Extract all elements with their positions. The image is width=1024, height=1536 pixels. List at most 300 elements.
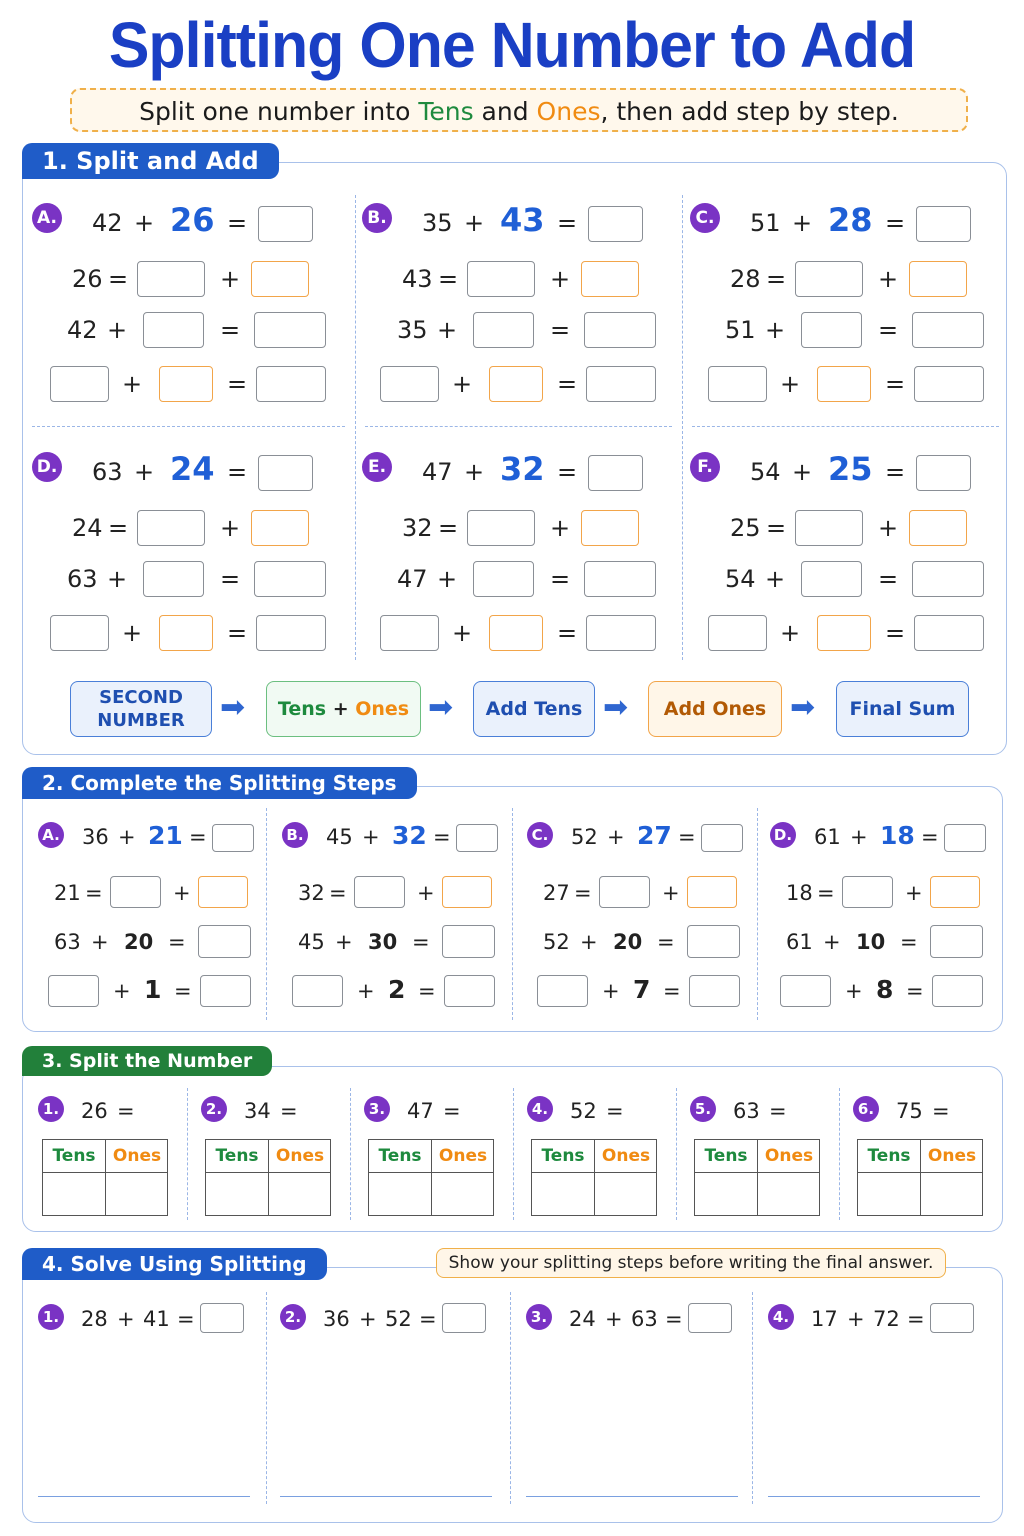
instructions-ones: Ones	[536, 97, 601, 126]
addend-first: 35	[397, 316, 428, 344]
problem-letter-badge: C.	[690, 203, 720, 233]
addend-second: 21	[148, 821, 183, 850]
ones-box[interactable]	[251, 510, 309, 546]
partial-sum-box[interactable]	[48, 975, 99, 1007]
tens-box[interactable]	[354, 876, 405, 908]
addend-first: 54	[750, 458, 781, 486]
tens-value: 20	[124, 930, 154, 954]
plus-sign: +	[118, 825, 136, 849]
tens-cell[interactable]	[369, 1173, 431, 1215]
partial-sum-box[interactable]	[930, 925, 983, 958]
tens-header: Tens	[52, 1146, 96, 1166]
final-answer-box[interactable]	[586, 366, 656, 402]
addend-first: 51	[725, 316, 756, 344]
plus-sign: +	[878, 514, 899, 542]
tens-header: Tens	[215, 1146, 259, 1166]
flow-add-word: Add Ones	[663, 697, 767, 720]
equals-sign: =	[557, 370, 578, 398]
plus-sign: +	[134, 209, 155, 237]
problem-letter-badge: E.	[362, 452, 392, 482]
section4-divider-2	[510, 1292, 511, 1504]
equals-sign: =	[878, 316, 899, 344]
section1-divider-h2	[365, 426, 672, 427]
plus-sign: +	[605, 1307, 623, 1331]
equals-sign: =	[574, 881, 592, 905]
problem-letter-badge: B.	[282, 822, 308, 848]
addend-first: 63	[67, 565, 98, 593]
ones-box[interactable]	[817, 615, 871, 651]
tens-cell[interactable]	[43, 1173, 105, 1215]
partial-sum-box[interactable]	[584, 312, 656, 348]
partial-sum-box[interactable]	[708, 366, 767, 402]
addend-second: 28	[828, 201, 873, 239]
tens-box[interactable]	[137, 510, 205, 546]
addend-second: 63	[631, 1307, 658, 1331]
plus-sign: +	[452, 370, 473, 398]
partial-sum-box[interactable]	[50, 366, 109, 402]
section2-label: 2. Complete the Splitting Steps	[22, 767, 417, 799]
addend-second: 41	[143, 1307, 170, 1331]
addend-second: 32	[500, 450, 545, 488]
equals-sign: =	[227, 458, 248, 486]
plus-sign: +	[905, 881, 923, 905]
ones-cell[interactable]	[106, 1173, 167, 1215]
final-answer-box[interactable]	[914, 366, 984, 402]
answer-line	[526, 1496, 738, 1497]
answer-box[interactable]	[930, 1303, 974, 1333]
answer-box[interactable]	[701, 824, 743, 852]
addend-first: 52	[571, 825, 598, 849]
section1-divider-h3	[692, 426, 999, 427]
answer-line	[768, 1496, 980, 1497]
split-number: 24	[72, 514, 103, 542]
equals-sign: =	[557, 619, 578, 647]
plus-sign: +	[357, 979, 375, 1003]
flow-arrow-1: ➡	[220, 690, 246, 725]
addend-second: 72	[873, 1307, 900, 1331]
ones-box[interactable]	[581, 510, 639, 546]
equals-sign: =	[885, 458, 906, 486]
equals-sign: =	[878, 565, 899, 593]
partial-sum-box[interactable]	[254, 312, 326, 348]
ones-box[interactable]	[489, 615, 543, 651]
addend-first: 61	[814, 825, 841, 849]
ones-cell[interactable]	[921, 1173, 982, 1215]
ones-cell[interactable]	[758, 1173, 819, 1215]
flow-arrow-2: ➡	[428, 690, 454, 725]
ones-box[interactable]	[442, 876, 492, 908]
tens-box[interactable]	[795, 261, 863, 297]
equals-sign: =	[433, 825, 451, 849]
ones-header: Ones	[927, 1146, 977, 1166]
tens-box[interactable]	[801, 312, 862, 348]
item-number-badge: 4.	[527, 1096, 553, 1122]
answer-box[interactable]	[916, 206, 971, 242]
ones-box[interactable]	[909, 261, 967, 297]
tens-box[interactable]	[137, 261, 205, 297]
final-answer-box[interactable]	[689, 975, 740, 1007]
addend-second: 32	[392, 821, 427, 850]
ones-cell[interactable]	[432, 1173, 493, 1215]
plus-sign: +	[780, 619, 801, 647]
tens-box[interactable]	[143, 561, 204, 597]
item-number-badge: 6.	[853, 1096, 879, 1122]
equals-sign: =	[932, 1099, 950, 1123]
plus-sign: +	[173, 881, 191, 905]
number-to-split: 52	[570, 1099, 597, 1123]
plus-sign: +	[580, 930, 598, 954]
equals-sign: =	[174, 979, 192, 1003]
final-answer-box[interactable]	[586, 615, 656, 651]
plus-sign: +	[437, 316, 458, 344]
plus-sign: +	[220, 265, 241, 293]
partial-sum-box[interactable]	[380, 615, 439, 651]
ones-box[interactable]	[909, 510, 967, 546]
plus-sign: +	[335, 930, 353, 954]
final-answer-box[interactable]	[914, 615, 984, 651]
split-number: 26	[72, 265, 103, 293]
flow-arrow-3: ➡	[603, 690, 629, 725]
plus-sign: +	[550, 265, 571, 293]
answer-box[interactable]	[258, 206, 313, 242]
tens-ones-table	[205, 1139, 331, 1216]
final-answer-box[interactable]	[256, 366, 326, 402]
plus-sign: +	[464, 209, 485, 237]
partial-sum-box[interactable]	[292, 975, 343, 1007]
answer-box[interactable]	[456, 824, 498, 852]
flow-add-ones-label	[664, 698, 766, 721]
equals-sign: =	[177, 1307, 195, 1331]
tens-cell[interactable]	[858, 1173, 920, 1215]
plus-sign: +	[662, 881, 680, 905]
tens-ones-table	[857, 1139, 983, 1216]
ones-box[interactable]	[489, 366, 543, 402]
equals-sign: =	[885, 370, 906, 398]
tens-ones-table	[368, 1139, 494, 1216]
work-area[interactable]	[280, 1345, 492, 1493]
addend-first: 17	[811, 1307, 838, 1331]
answer-box[interactable]	[588, 206, 643, 242]
equals-sign: =	[329, 881, 347, 905]
section4-tip: Show your splitting steps before writing the final answer.	[436, 1248, 946, 1278]
addend-first: 51	[750, 209, 781, 237]
tens-header: Tens	[867, 1146, 911, 1166]
partial-sum-box[interactable]	[708, 615, 767, 651]
ones-header: Ones	[275, 1146, 325, 1166]
plus-sign: +	[765, 316, 786, 344]
plus-sign: +	[878, 265, 899, 293]
plus-sign: +	[792, 458, 813, 486]
plus-sign: +	[792, 209, 813, 237]
instructions-text-2: , then add step by step.	[600, 97, 899, 126]
flow-ones-label: Ones	[355, 697, 410, 720]
split-number: 43	[402, 265, 433, 293]
section2-divider-2	[512, 808, 513, 1020]
equals-sign: =	[921, 825, 939, 849]
final-answer-box[interactable]	[932, 975, 983, 1007]
addend-first: 35	[422, 209, 453, 237]
flow-tens-label: Tens	[277, 697, 327, 720]
partial-sum-box[interactable]	[780, 975, 831, 1007]
item-number-badge: 1.	[38, 1304, 64, 1330]
addend-first: 47	[422, 458, 453, 486]
tens-value: 30	[368, 930, 398, 954]
number-to-split: 63	[733, 1099, 760, 1123]
split-number: 27	[543, 881, 570, 905]
instructions-banner	[70, 88, 968, 132]
equals-sign: =	[766, 514, 787, 542]
ones-value: 1	[144, 975, 162, 1004]
equals-sign: =	[907, 1307, 925, 1331]
equals-sign: =	[769, 1099, 787, 1123]
plus-sign: +	[464, 458, 485, 486]
section3-divider	[839, 1088, 840, 1220]
plus-sign: +	[134, 458, 155, 486]
tens-cell[interactable]	[532, 1173, 594, 1215]
answer-box[interactable]	[442, 1303, 486, 1333]
equals-sign: =	[678, 825, 696, 849]
section1-divider-v1	[355, 195, 356, 660]
final-answer-box[interactable]	[444, 975, 495, 1007]
equals-sign: =	[189, 825, 207, 849]
answer-box[interactable]	[212, 824, 254, 852]
tens-box[interactable]	[842, 876, 893, 908]
equals-sign: =	[550, 316, 571, 344]
addend-first: 63	[92, 458, 123, 486]
number-to-split: 75	[896, 1099, 923, 1123]
tens-box[interactable]	[110, 876, 161, 908]
tens-header: Tens	[378, 1146, 422, 1166]
ones-value: 8	[876, 975, 894, 1004]
section1-divider-v2	[682, 195, 683, 660]
tens-header: Tens	[541, 1146, 585, 1166]
ones-value: 7	[633, 975, 651, 1004]
section2-divider-1	[266, 808, 267, 1020]
plus-sign: +	[550, 514, 571, 542]
number-to-split: 47	[407, 1099, 434, 1123]
partial-sum-box[interactable]	[584, 561, 656, 597]
problem-letter-badge: A.	[32, 203, 62, 233]
tens-cell[interactable]	[206, 1173, 268, 1215]
section2-divider-3	[757, 808, 758, 1020]
instructions-and: and	[473, 97, 537, 126]
equals-sign: =	[168, 930, 186, 954]
tens-ones-table	[694, 1139, 820, 1216]
tens-box[interactable]	[143, 312, 204, 348]
addend-first: 36	[82, 825, 109, 849]
problem-letter-badge: B.	[362, 203, 392, 233]
equals-sign: =	[108, 514, 129, 542]
tens-box[interactable]	[467, 510, 535, 546]
ones-box[interactable]	[159, 615, 213, 651]
plus-sign: +	[122, 370, 143, 398]
flow-tens-ones	[266, 681, 421, 737]
equals-sign: =	[885, 619, 906, 647]
number-to-split: 26	[81, 1099, 108, 1123]
addend-second: 18	[880, 821, 915, 850]
plus-sign: +	[607, 825, 625, 849]
section3-divider	[187, 1088, 188, 1220]
partial-sum-box[interactable]	[198, 925, 251, 958]
plus-sign: +	[117, 1307, 135, 1331]
ones-box[interactable]	[930, 876, 980, 908]
plus-sign: +	[437, 565, 458, 593]
ones-box[interactable]	[687, 876, 737, 908]
section4-divider-3	[752, 1292, 753, 1504]
ones-cell[interactable]	[269, 1173, 330, 1215]
equals-sign: =	[663, 979, 681, 1003]
addend-second: 24	[170, 450, 215, 488]
section3-divider	[350, 1088, 351, 1220]
section4-divider-1	[266, 1292, 267, 1504]
ones-box[interactable]	[159, 366, 213, 402]
plus-sign: +	[452, 619, 473, 647]
partial-sum-box[interactable]	[442, 925, 495, 958]
addend-second: 52	[385, 1307, 412, 1331]
ones-header: Ones	[438, 1146, 488, 1166]
addend-second: 43	[500, 201, 545, 239]
equals-sign: =	[280, 1099, 298, 1123]
flow-second-number-label: SECOND NUMBER	[97, 687, 185, 731]
partial-sum-box[interactable]	[687, 925, 740, 958]
page-title: Splitting One Number to Add	[108, 9, 916, 81]
tens-cell[interactable]	[695, 1173, 757, 1215]
flow-plus: +	[332, 697, 349, 720]
plus-sign: +	[91, 930, 109, 954]
partial-sum-box[interactable]	[50, 615, 109, 651]
plus-sign: +	[107, 565, 128, 593]
equals-sign: =	[108, 265, 129, 293]
flow-add-ones	[648, 681, 782, 737]
ones-box[interactable]	[581, 261, 639, 297]
ones-cell[interactable]	[595, 1173, 656, 1215]
plus-sign: +	[823, 930, 841, 954]
addend-second: 25	[828, 450, 873, 488]
partial-sum-box[interactable]	[537, 975, 588, 1007]
flow-arrow-4: ➡	[790, 690, 816, 725]
work-area[interactable]	[38, 1345, 250, 1493]
split-number: 25	[730, 514, 761, 542]
work-area[interactable]	[768, 1345, 980, 1493]
instructions-tens: Tens	[418, 97, 474, 126]
equals-sign: =	[220, 565, 241, 593]
answer-box[interactable]	[944, 824, 986, 852]
item-number-badge: 3.	[526, 1304, 552, 1330]
equals-sign: =	[906, 979, 924, 1003]
item-number-badge: 5.	[690, 1096, 716, 1122]
split-number: 18	[786, 881, 813, 905]
plus-sign: +	[359, 1307, 377, 1331]
addend-first: 28	[81, 1307, 108, 1331]
plus-sign: +	[417, 881, 435, 905]
answer-line	[280, 1496, 492, 1497]
partial-sum-box[interactable]	[254, 561, 326, 597]
final-answer-box[interactable]	[256, 615, 326, 651]
partial-sum-box[interactable]	[912, 561, 984, 597]
tens-box[interactable]	[473, 561, 534, 597]
addend-second: 26	[170, 201, 215, 239]
split-number: 32	[402, 514, 433, 542]
final-answer-box[interactable]	[200, 975, 251, 1007]
section3-divider	[513, 1088, 514, 1220]
ones-header: Ones	[764, 1146, 814, 1166]
tens-header: Tens	[704, 1146, 748, 1166]
equals-sign: =	[885, 209, 906, 237]
addend-first: 45	[326, 825, 353, 849]
flow-second-number	[70, 681, 212, 737]
equals-sign: =	[438, 514, 459, 542]
tens-box[interactable]	[467, 261, 535, 297]
equals-sign: =	[227, 209, 248, 237]
plus-sign: +	[847, 1307, 865, 1331]
plus-sign: +	[107, 316, 128, 344]
item-number-badge: 4.	[768, 1304, 794, 1330]
problem-letter-badge: F.	[690, 452, 720, 482]
ones-box[interactable]	[198, 876, 248, 908]
split-number: 28	[730, 265, 761, 293]
equals-sign: =	[438, 265, 459, 293]
tens-start-number: 52	[543, 930, 570, 954]
ones-box[interactable]	[251, 261, 309, 297]
equals-sign: =	[443, 1099, 461, 1123]
flow-add-tens: Add Tens	[473, 681, 595, 737]
tens-box[interactable]	[801, 561, 862, 597]
tens-value: 10	[856, 930, 886, 954]
tens-box[interactable]	[473, 312, 534, 348]
plus-sign: +	[765, 565, 786, 593]
equals-sign: =	[227, 370, 248, 398]
plus-sign: +	[602, 979, 620, 1003]
ones-header: Ones	[601, 1146, 651, 1166]
equals-sign: =	[557, 458, 578, 486]
answer-line	[38, 1496, 250, 1497]
problem-letter-badge: A.	[38, 822, 64, 848]
flow-final-sum: Final Sum	[836, 681, 969, 737]
tens-box[interactable]	[599, 876, 650, 908]
ones-box[interactable]	[817, 366, 871, 402]
tens-ones-table	[42, 1139, 168, 1216]
equals-sign: =	[657, 930, 675, 954]
tens-box[interactable]	[795, 510, 863, 546]
equals-sign: =	[227, 619, 248, 647]
answer-box[interactable]	[916, 455, 971, 491]
split-number: 21	[54, 881, 81, 905]
equals-sign: =	[817, 881, 835, 905]
addend-first: 47	[397, 565, 428, 593]
tens-start-number: 61	[786, 930, 813, 954]
problem-letter-badge: C.	[527, 822, 553, 848]
equals-sign: =	[665, 1307, 683, 1331]
plus-sign: +	[220, 514, 241, 542]
answer-box[interactable]	[588, 455, 643, 491]
answer-box[interactable]	[688, 1303, 732, 1333]
partial-sum-box[interactable]	[380, 366, 439, 402]
equals-sign: =	[550, 565, 571, 593]
equals-sign: =	[85, 881, 103, 905]
section3-divider	[676, 1088, 677, 1220]
problem-letter-badge: D.	[32, 452, 62, 482]
answer-box[interactable]	[258, 455, 313, 491]
equals-sign: =	[766, 265, 787, 293]
work-area[interactable]	[526, 1345, 738, 1493]
answer-box[interactable]	[200, 1303, 244, 1333]
plus-sign: +	[780, 370, 801, 398]
section1-divider-h1	[32, 426, 345, 427]
equals-sign: =	[412, 930, 430, 954]
addend-second: 27	[637, 821, 672, 850]
equals-sign: =	[557, 209, 578, 237]
partial-sum-box[interactable]	[912, 312, 984, 348]
